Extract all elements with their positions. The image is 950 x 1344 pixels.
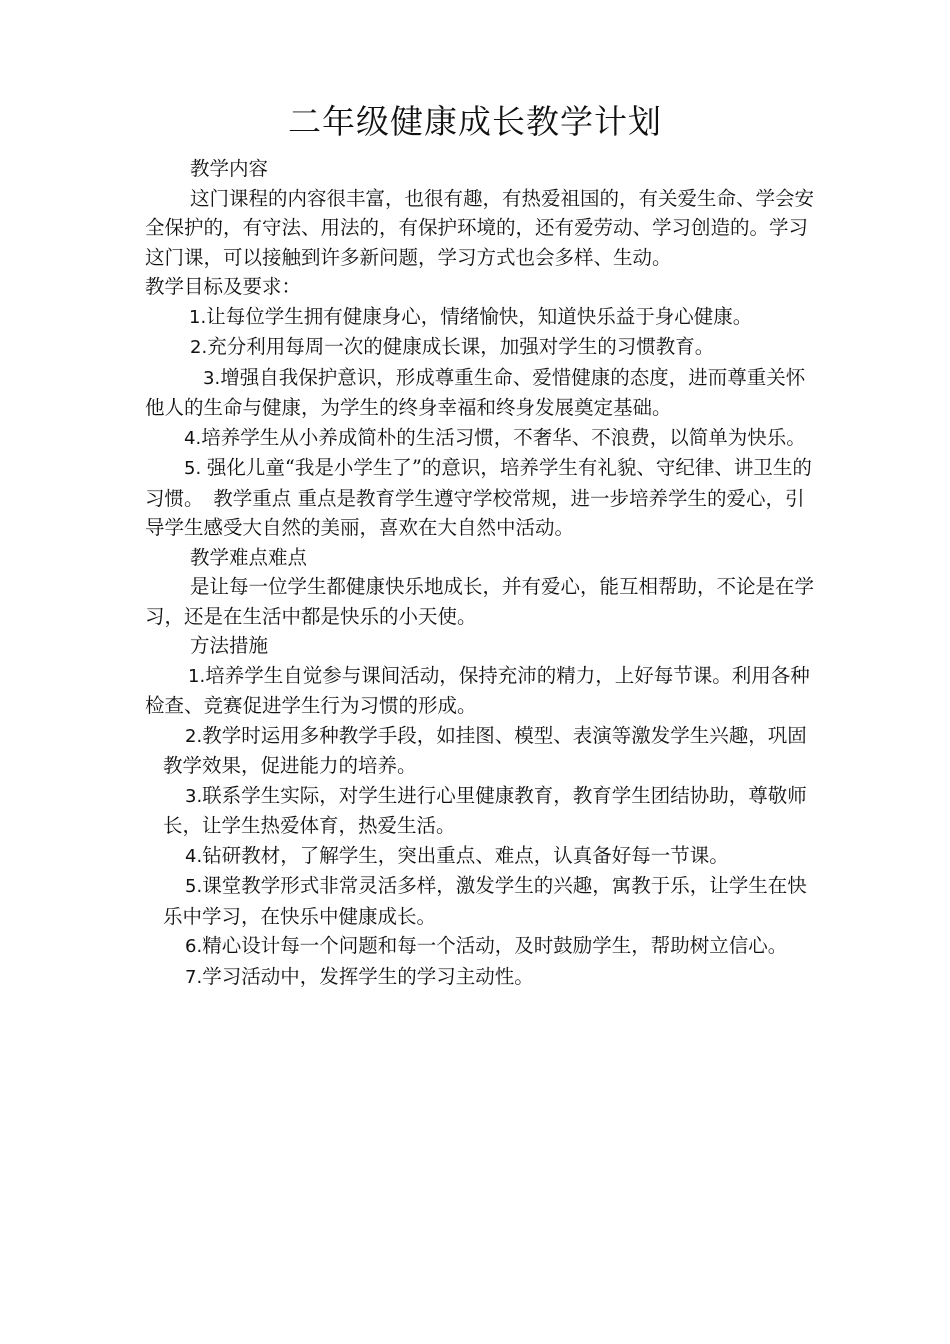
method-number: 4.	[185, 845, 203, 867]
goal-text: 培养学生从小养成简朴的生活习惯，不奢华、不浪费，以简单为快乐。	[201, 425, 806, 449]
method-number: 6.	[185, 936, 203, 957]
document-body	[145, 154, 820, 992]
method-text: 联系学生实际，对学生进行心里健康教育，教育学生团结协助，尊敬师长，让学生热爱体育，热爱生活。	[163, 783, 807, 837]
method-text: 学习活动中，发挥学生的学习主动性。	[202, 964, 534, 988]
method-number: 5.	[185, 876, 203, 897]
goal-text: 强化儿童“我是小学生了”的意识，培养学生有礼貌、守纪律、讲卫生的习惯。 教学重点 重点是教育学生遵守学校常规，进一步培养学生的爱心，引导学生感受大自然的美丽，喜欢在大自然中活动。	[145, 456, 812, 539]
method-text: 课堂教学形式非常灵活多样，激发学生的兴趣，寓教于乐，让学生在快乐中学习，在快乐中健康成长。	[163, 874, 807, 928]
method-item	[145, 931, 820, 962]
goal-text: 增强自我保护意识，形成尊重生命、爱惜健康的态度，进而尊重关怀他人的生命与健康，为学生的终身幸福和终身发展奠定基础。	[145, 365, 806, 419]
method-number: 1.	[188, 665, 206, 687]
method-number: 7.	[185, 966, 203, 988]
method-item	[145, 721, 820, 781]
difficulty-paragraph: 是让每一位学生都健康快乐地成长，并有爱心，能互相帮助，不论是在学习，还是在生活中都是快乐的小天使。	[145, 575, 815, 628]
method-item	[145, 661, 820, 721]
document-title: 二年级健康成长教学计划	[288, 102, 662, 141]
goal-number: 2.	[190, 337, 208, 358]
goal-number: 4.	[184, 427, 202, 449]
method-item	[145, 871, 820, 931]
goal-number: 5.	[184, 458, 207, 479]
method-text: 钻研教材，了解学生，突出重点、难点，认真备好每一节课。	[202, 843, 729, 867]
goal-item	[145, 332, 820, 363]
methods-heading: 方法措施	[190, 634, 269, 657]
method-item	[145, 781, 820, 841]
method-item	[145, 962, 820, 993]
method-text: 教学时运用多种教学手段，如挂图、模型、表演等激发学生兴趣，巩固教学效果，促进能力的培养。	[163, 723, 807, 777]
content-paragraph: 这门课程的内容很丰富，也很有趣，有热爱祖国的，有关爱生命、学会安全保护的，有守法、用法的，有保护环境的，还有爱劳动、学习创造的。学习这门课，可以接触到许多新问题，学习方式也会多样、生动。	[145, 186, 815, 269]
method-text: 培养学生自觉参与课间活动，保持充沛的精力，上好每节课。利用各种检查、竞赛促进学生行为习惯的形成。	[145, 663, 810, 717]
content-heading: 教学内容	[190, 157, 269, 180]
goal-number: 1.	[189, 306, 207, 328]
method-text: 精心设计每一个问题和每一个活动，及时鼓励学生，帮助树立信心。	[202, 934, 788, 957]
goals-heading: 教学目标及要求：	[145, 275, 302, 298]
goal-item	[145, 423, 820, 454]
method-number: 2.	[185, 725, 203, 747]
goal-item	[145, 363, 820, 423]
difficulty-heading: 教学难点难点	[190, 545, 308, 569]
goal-text: 让每位学生拥有健康身心，情绪愉快，知道快乐益于身心健康。	[206, 304, 753, 328]
method-number: 3.	[185, 785, 203, 807]
goal-item	[145, 453, 820, 543]
goal-number: 3.	[203, 367, 221, 389]
method-item	[145, 841, 820, 872]
goal-text: 充分利用每周一次的健康成长课，加强对学生的习惯教育。	[207, 335, 715, 358]
goal-item	[145, 302, 820, 333]
